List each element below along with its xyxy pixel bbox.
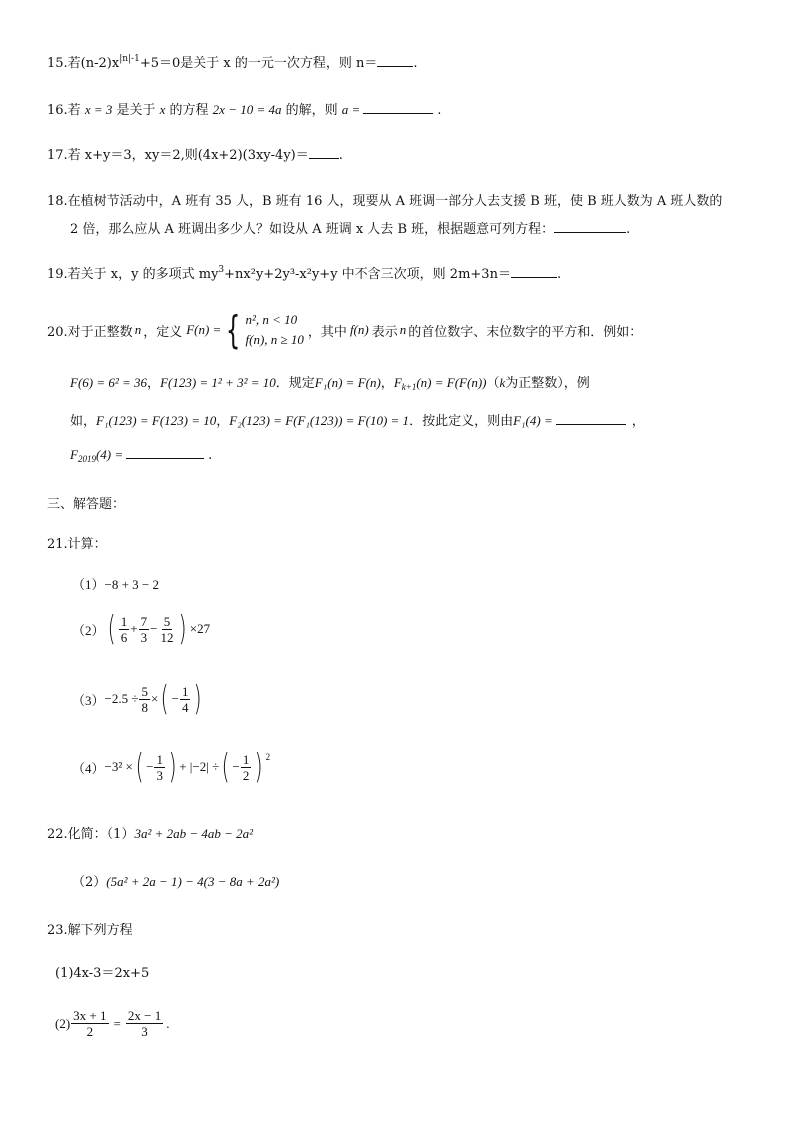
q20-answer-blank-2[interactable] bbox=[126, 446, 204, 459]
q20-rule-1: F₁(n) = F(n) bbox=[314, 375, 381, 390]
q16-mid-3: 的解，则 bbox=[281, 103, 342, 118]
q23-part-1: (1)4x-3＝2x+5 bbox=[55, 966, 150, 981]
question-16 bbox=[47, 99, 441, 118]
q23-frac-2 bbox=[126, 1008, 163, 1039]
q16-mid-2: 的方程 bbox=[165, 103, 213, 118]
q21-p4-rparen-2: ) bbox=[254, 747, 263, 787]
q22-title: 22.化简：（1） bbox=[47, 827, 135, 842]
q20-k: k bbox=[499, 375, 506, 390]
q20-n: n bbox=[134, 322, 142, 337]
q15-exponent: |n|-1 bbox=[119, 54, 140, 64]
q20-eg-label: 如， bbox=[70, 414, 97, 429]
q16-math-2: x bbox=[159, 102, 166, 117]
q21-p2-frac-1 bbox=[119, 614, 130, 645]
q21-p4-frac-2 bbox=[241, 752, 252, 783]
q21-p4-neg-2: − bbox=[232, 759, 240, 774]
q18-line-2-text: 2 倍，那么应从 A 班调出多少人？如设从 A 班调 x 人去 B 班，根据题意可列方程： bbox=[70, 222, 555, 237]
q18-answer-blank[interactable] bbox=[554, 220, 626, 233]
q21-p2-frac-1-den: 6 bbox=[120, 629, 128, 645]
question-19 bbox=[47, 263, 561, 282]
q23-frac-2-num: 2x − 1 bbox=[127, 1008, 162, 1023]
q21-p2-frac-3-den: 12 bbox=[160, 629, 174, 645]
q21-part-2 bbox=[72, 609, 211, 649]
q21-p4-neg-1: − bbox=[146, 759, 154, 774]
q16-math-1: x = 3 bbox=[84, 102, 113, 117]
q20-ask: ．按此定义，则由 bbox=[409, 414, 514, 429]
question-17 bbox=[47, 144, 343, 163]
q15-pre: 15.若(n-2)x bbox=[47, 56, 120, 71]
question-21-title: 21.计算： bbox=[47, 537, 107, 552]
q21-p4-label: （4） bbox=[72, 760, 105, 776]
section-3-heading: 三、解答题： bbox=[47, 497, 126, 512]
question-18-line-1 bbox=[47, 190, 722, 209]
q20-cases bbox=[246, 310, 304, 350]
q20-example-1: F(6) = 6² = 36 bbox=[70, 375, 148, 390]
q20-rule-2-sub: k+1 bbox=[401, 382, 417, 392]
q20-f2019-f: F bbox=[70, 447, 78, 462]
q21-p4-frac-1-den: 3 bbox=[156, 767, 163, 783]
q20-pre: 20.对于正整数 bbox=[47, 324, 133, 340]
q21-p3-lparen: ( bbox=[160, 679, 169, 719]
q21-part-3 bbox=[72, 679, 205, 719]
question-15 bbox=[47, 52, 418, 71]
q20-f2019-sub: 2019 bbox=[77, 454, 96, 464]
q21-p2-frac-2-num: 7 bbox=[140, 613, 148, 629]
q21-p1-label: （1） bbox=[72, 577, 105, 592]
q16-math-4: a = bbox=[341, 102, 361, 117]
q21-p3-frac-2-num: 1 bbox=[181, 683, 189, 699]
q19-answer-blank[interactable] bbox=[511, 265, 557, 278]
q21-p2-frac-3-num: 5 bbox=[163, 613, 171, 629]
q21-p2-lparen: ( bbox=[107, 609, 116, 649]
q21-p3-frac-1-num: 5 bbox=[141, 683, 148, 699]
q20-f2019: (4) = bbox=[95, 447, 124, 462]
q19-pre: 19.若关于 x，y 的多项式 my bbox=[47, 267, 219, 282]
q16-end: . bbox=[437, 103, 442, 118]
q20-post: ，其中 bbox=[307, 324, 347, 340]
question-20-line-3 bbox=[70, 410, 645, 429]
question-20-line-4 bbox=[70, 446, 212, 464]
q21-p2-frac-2 bbox=[139, 614, 150, 645]
q21-p3-pre: −2.5 ÷ bbox=[104, 691, 139, 706]
q23-frac-1 bbox=[71, 1008, 108, 1039]
q23-equals: = bbox=[113, 1015, 121, 1031]
q22-expr-1: 3a² + 2ab − 4ab − 2a² bbox=[134, 826, 254, 841]
q22-expr-2: (5a² + 2a − 1) − 4(3 − 8a + 2a²) bbox=[106, 874, 280, 889]
q20-eg-1: F₁(123) = F(123) = 10 bbox=[96, 413, 217, 428]
q20-fn: F(n) = bbox=[186, 322, 222, 337]
q20-end: . bbox=[208, 448, 213, 463]
q21-p2-label: （2） bbox=[72, 622, 105, 638]
q23-frac-1-num: 3x + 1 bbox=[73, 1008, 107, 1023]
q21-p4-pre: −3² × bbox=[104, 759, 133, 774]
q17-answer-blank[interactable] bbox=[309, 146, 339, 159]
q21-part-4 bbox=[72, 747, 271, 787]
q20-n-2: n bbox=[399, 322, 407, 337]
q21-p1-expr: −8 + 3 − 2 bbox=[104, 577, 160, 592]
q21-p3-frac-1-den: 8 bbox=[141, 699, 148, 715]
q20-f1-4: F₁(4) = bbox=[513, 413, 553, 428]
q20-case-2: f(n), n ≥ 10 bbox=[245, 332, 304, 347]
q20-def: ，定义 bbox=[143, 324, 183, 340]
question-22-part-2 bbox=[72, 871, 279, 890]
q21-p4-power: 2 bbox=[265, 752, 271, 762]
q21-p2-frac-3 bbox=[158, 614, 175, 645]
question-18-line-2 bbox=[70, 218, 630, 237]
q17-end: . bbox=[338, 148, 343, 163]
q20-eg-2: F₂(123) = F(F₁(123)) = F(10) = 1 bbox=[229, 413, 410, 428]
q20-rule-label: ．规定 bbox=[275, 376, 315, 391]
question-20-line-2 bbox=[70, 372, 590, 392]
q21-p3-frac-2-den: 4 bbox=[181, 699, 189, 715]
q20-rule-2: (n) = F(F(n)) bbox=[416, 375, 487, 390]
q21-part-1 bbox=[72, 574, 159, 593]
q20-case-1: n², n < 10 bbox=[245, 312, 298, 327]
q17-text: 17.若 x+y＝3，xy＝2,则(4x+2)(3xy-4y)＝ bbox=[47, 148, 309, 163]
question-20-line-1 bbox=[47, 310, 642, 350]
q16-math-3: 2x − 10 = 4a bbox=[212, 102, 282, 117]
q21-p2-frac-2-den: 3 bbox=[140, 629, 148, 645]
q19-cube: 3 bbox=[218, 265, 225, 275]
q20-post3: 的首位数字、末位数字的平方和．例如： bbox=[408, 324, 643, 340]
q20-sep-4: ， bbox=[631, 414, 645, 429]
q21-p2-op-1: + bbox=[130, 621, 138, 636]
q21-p2-rparen: ) bbox=[179, 609, 188, 649]
q18-end: . bbox=[626, 222, 631, 237]
q23-frac-2-den: 3 bbox=[141, 1024, 148, 1039]
q21-p4-mid: + |−2| ÷ bbox=[179, 759, 220, 774]
q20-paren-open: （ bbox=[486, 376, 500, 391]
q20-post2: 表示 bbox=[371, 324, 398, 340]
q21-p3-frac-2 bbox=[180, 684, 191, 715]
q23-frac-1-den: 2 bbox=[86, 1024, 94, 1039]
q21-p4-frac-1-num: 1 bbox=[156, 751, 163, 767]
q20-fn2: f(n) bbox=[349, 322, 369, 337]
q21-p3-rparen: ) bbox=[194, 679, 203, 719]
q20-rule-2-f: F bbox=[393, 375, 402, 390]
q20-answer-blank-1[interactable] bbox=[556, 412, 626, 425]
q23-end: . bbox=[166, 1015, 170, 1031]
q19-rest: +nx²y+2y³-x²y+y 中不含三次项，则 2m+3n＝ bbox=[224, 267, 511, 282]
q23-p2-label: (2) bbox=[55, 1015, 71, 1031]
q15-end: . bbox=[413, 56, 418, 71]
q18-line-1-text: 18.在植树节活动中，A 班有 35 人，B 班有 16 人，现要从 A 班调一部分人去支援 B 班，使 B 班人数为 A 班人数的 bbox=[47, 194, 723, 209]
q21-p3-label: （3） bbox=[72, 692, 105, 708]
q16-answer-blank[interactable] bbox=[363, 101, 433, 114]
q19-end: . bbox=[556, 267, 562, 282]
q21-p4-frac-1 bbox=[154, 752, 165, 783]
q21-p3-frac-1 bbox=[139, 684, 150, 715]
q16-pre: 16.若 bbox=[47, 103, 85, 118]
q16-mid-1: 是关于 bbox=[112, 103, 160, 118]
q21-p4-lparen-1: ( bbox=[135, 747, 144, 787]
q21-p2-tail: ×27 bbox=[189, 621, 211, 636]
q20-sep-2: ， bbox=[380, 376, 394, 391]
q15-post: +5＝0是关于 x 的一元一次方程，则 n＝ bbox=[139, 56, 378, 71]
q20-k-note: 为正整数），例 bbox=[505, 376, 590, 391]
q21-p4-frac-2-num: 1 bbox=[242, 751, 250, 767]
q21-p4-lparen-2: ( bbox=[221, 747, 230, 787]
q20-sep-1: ， bbox=[147, 376, 161, 391]
q20-brace: { bbox=[226, 308, 241, 352]
q22-p2-label: （2） bbox=[72, 875, 107, 890]
q21-p4-rparen-1: ) bbox=[168, 747, 177, 787]
q23-part-2 bbox=[55, 1008, 169, 1039]
q21-p4-frac-2-den: 2 bbox=[242, 767, 250, 783]
q21-p3-mul: × bbox=[150, 691, 159, 706]
question-22-part-1 bbox=[47, 823, 253, 842]
q20-example-2: F(123) = 1² + 3² = 10 bbox=[160, 375, 276, 390]
q21-p2-op-2: − bbox=[150, 621, 158, 636]
q15-answer-blank[interactable] bbox=[377, 54, 413, 67]
q20-sep-3: ， bbox=[216, 414, 230, 429]
q21-p2-frac-1-num: 1 bbox=[120, 613, 128, 629]
q21-p3-neg: − bbox=[171, 691, 179, 706]
question-23-title: 23.解下列方程 bbox=[47, 923, 133, 938]
